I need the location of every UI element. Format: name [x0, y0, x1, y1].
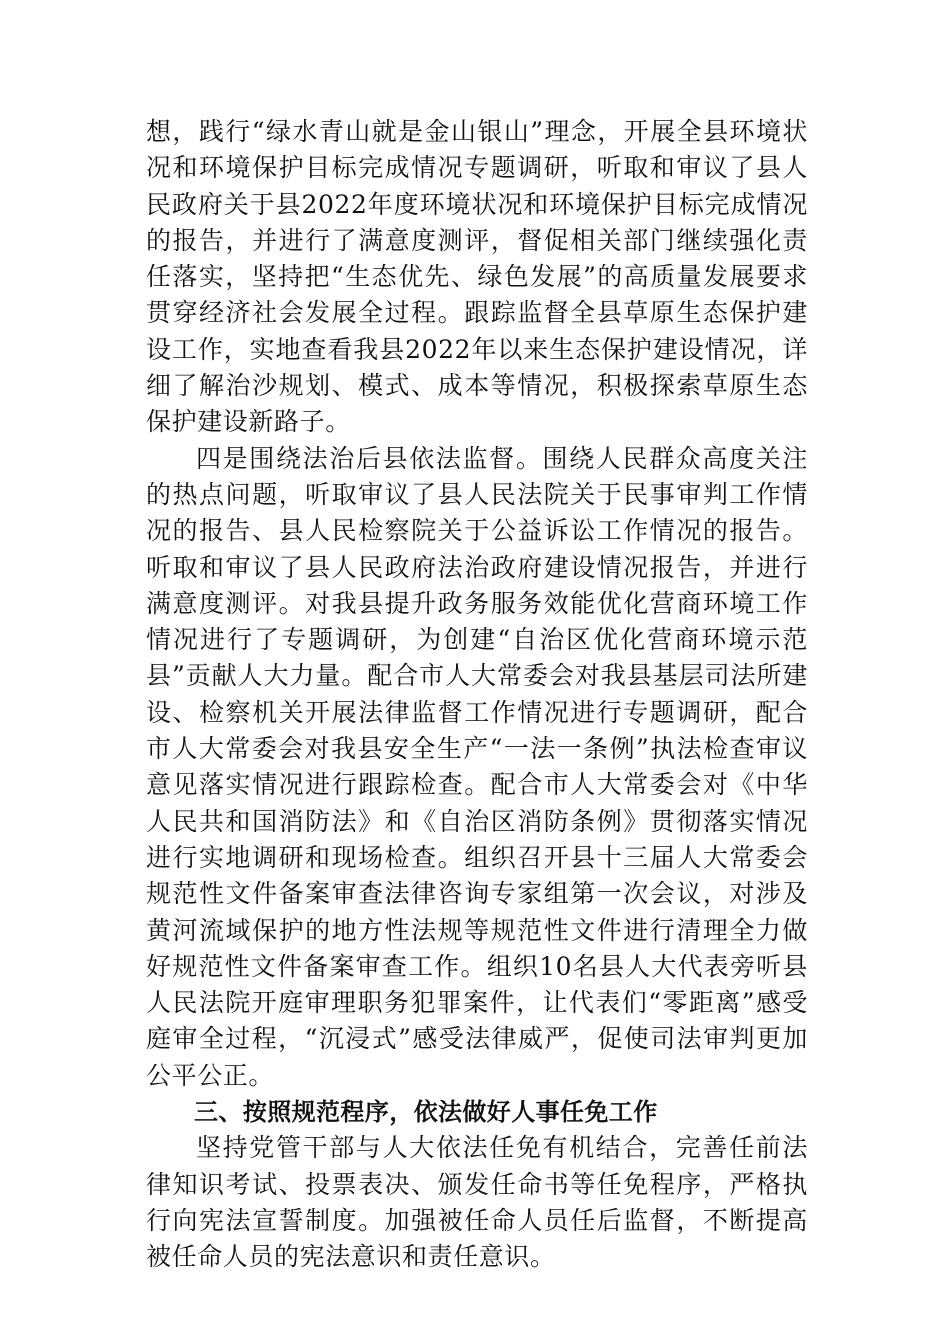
paragraph-ecology: 想，践行“绿水青山就是金山银山”理念，开展全县环境状况和环境保护目标完成情况专题调研，听取和审议了县人民政府关于县2022年度环境状况和环境保护目标完成情况的报告，并进行了满意度测评，督促相关部门继续强化责任落实，坚持把“生态优先、绿色发展”的高质量发展要求贯穿经济社会发展全过程。跟踪监督全县草原生态保护建设工作，实地查看我县2022年以来生态保护建设情况，详细了解治沙规划、模式、成本等情况，积极探索草原生态保护建设新路子。: [146, 117, 808, 437]
document-body: [146, 114, 808, 1276]
section-heading: 三、按照规范程序，依法做好人事任免工作: [194, 1098, 658, 1127]
paragraph-rule-of-law: 四是围绕法治后县依法监督。围绕人民群众高度关注的热点问题，听取审议了县人民法院关于民事审判工作情况的报告、县人民检察院关于公益诉讼工作情况的报告。听取和审议了县人民政府法治政府建设情况报告，并进行满意度测评。对我县提升政务服务效能优化营商环境工作情况进行了专题调研，为创建“自治区优化营商环境示范县”贡献人大力量。配合市人大常委会对我县基层司法所建设、检察机关开展法律监督工作情况进行专题调研，配合市人大常委会对我县安全生产“一法一条例”执法检查审议意见落实情况进行跟踪检查。配合市人大常委会对《中华人民共和国消防法》和《自治区消防条例》贯彻落实情况进行实地调研和现场检查。组织召开县十三届人大常委会规范性文件备案审查法律咨询专家组第一次会议，对涉及黄河流域保护的地方性法规等规范性文件进行清理全力做好规范性文件备案审查工作。组织10名县人大代表旁听县人民法院开庭审理职务犯罪案件，让代表们“零距离”感受庭审全过程，“沉浸式”感受法律威严，促使司法审判更加公平公正。: [146, 443, 808, 1090]
paragraph-personnel: 坚持党管干部与人大依法任免有机结合，完善任前法律知识考试、投票表决、颁发任命书等任免程序，严格执行向宪法宣誓制度。加强被任命人员任后监督，不断提高被任命人员的宪法意识和责任意识。: [146, 1133, 808, 1272]
